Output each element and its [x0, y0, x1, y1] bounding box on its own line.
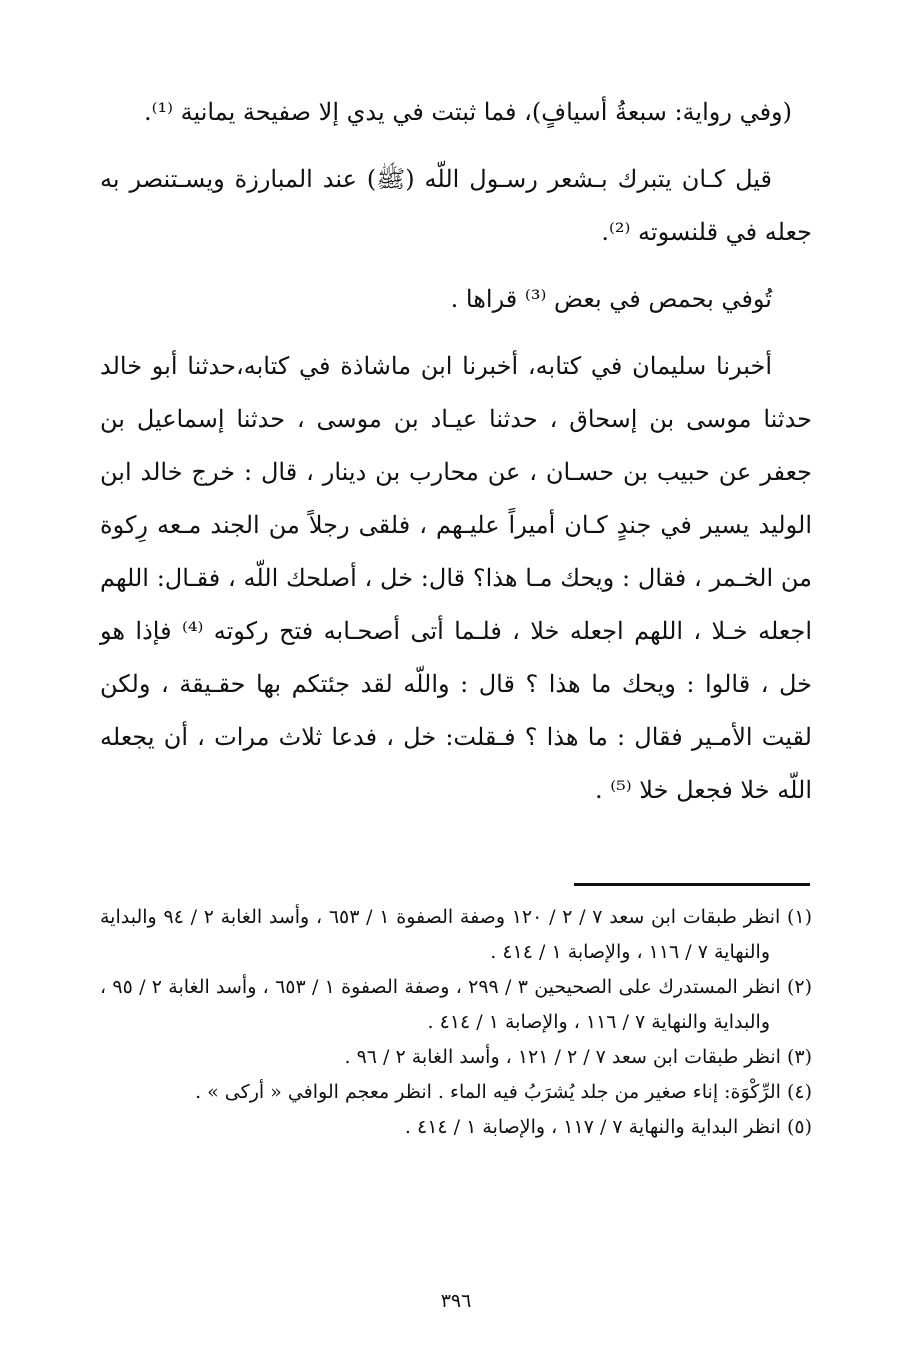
footnote-1: (١) انظر طبقات ابن سعد ٧ / ٢ / ١٢٠ وصفة الصفوة ١ / ٦٥٣ ، وأسد الغابة ٢ / ٩٤ والبداية والنهاية ٧ / ١١٦ ، والإصابة ١ / ٤١٤ . [100, 906, 813, 963]
footnote-2: (٢) انظر المستدرك على الصحيحين ٣ / ٢٩٩ ، وصفة الصفوة ١ / ٦٥٣ ، وأسد الغابة ٢ / ٩٥ ، والبداية والنهاية ٧ / ١١٦ ، والإصابة ١ / ٤١٤ . [100, 976, 813, 1033]
paragraph-narration-swords: (وفي رواية: سبعةُ أسيافٍ)، فما ثبتت في يدي إلا صفيحة يمانية ⁽¹⁾. [143, 98, 792, 126]
paragraph-prophet-hair: قيل كـان يتبرك بـشعر رسـول اللّه (ﷺ) عند المبارزة ويسـتنصر به جعله في قلنسوته ⁽²⁾. [100, 165, 812, 246]
paragraph-wine-vinegar-story: أخبرنا سليمان في كتابه، أخبرنا ابن ماشاذة في كتابه،حدثنا أبو خالد حدثنا موسى بن إسحاق ، حدثنا عيـاد بن موسى ، حدثنا إسماعيل بن جعفر عن حبيب بن حسـان ، عن محارب بن دينار ، قال : خرج خالد ابن الوليد يسير في جندٍ كـان أميراً عليـهم ، فلقى رجلاً من الجند مـعه رِكوة من الخـمر ، فقال : ويحك مـا هذا؟ قال: خل ، أصلحك اللّه ، فقـال: اللهم اجعله خـلا ، اللهم اجعله خلا ، فلـما أتى أصحـابه فتح ركوته ⁽⁴⁾ فإذا هو خل ، قالوا : ويحك ما هذا ؟ قال : واللّه لقد جئتكم بها حقـيقة ، ولكن لقيت الأمـير فقال : ما هذا ؟ فـقلت: خل ، فدعا ثلاث مرات ، أن يجعله اللّه خلا فجعل خلا ⁽⁵⁾ . [100, 352, 813, 804]
paragraph-death-homs: تُوفي بحمص في بعض ⁽³⁾ قراها . [450, 285, 772, 313]
page-number: ٣٩٦ [440, 1290, 472, 1312]
footnote-4: (٤) الرِّكْوَة: إناء صغير من جلد يُشرَبُ فيه الماء . انظر معجم الوافي « أركى » . [195, 1081, 812, 1103]
main-text [100, 86, 812, 831]
footnote-3: (٣) انظر طبقات ابن سعد ٧ / ٢ / ١٢١ ، وأسد الغابة ٢ / ٩٦ . [344, 1046, 812, 1068]
footnote-divider [574, 883, 810, 886]
footnotes-section [100, 900, 812, 1145]
footnote-5: (٥) انظر البداية والنهاية ٧ / ١١٧ ، والإصابة ١ / ٤١٤ . [404, 1116, 812, 1138]
